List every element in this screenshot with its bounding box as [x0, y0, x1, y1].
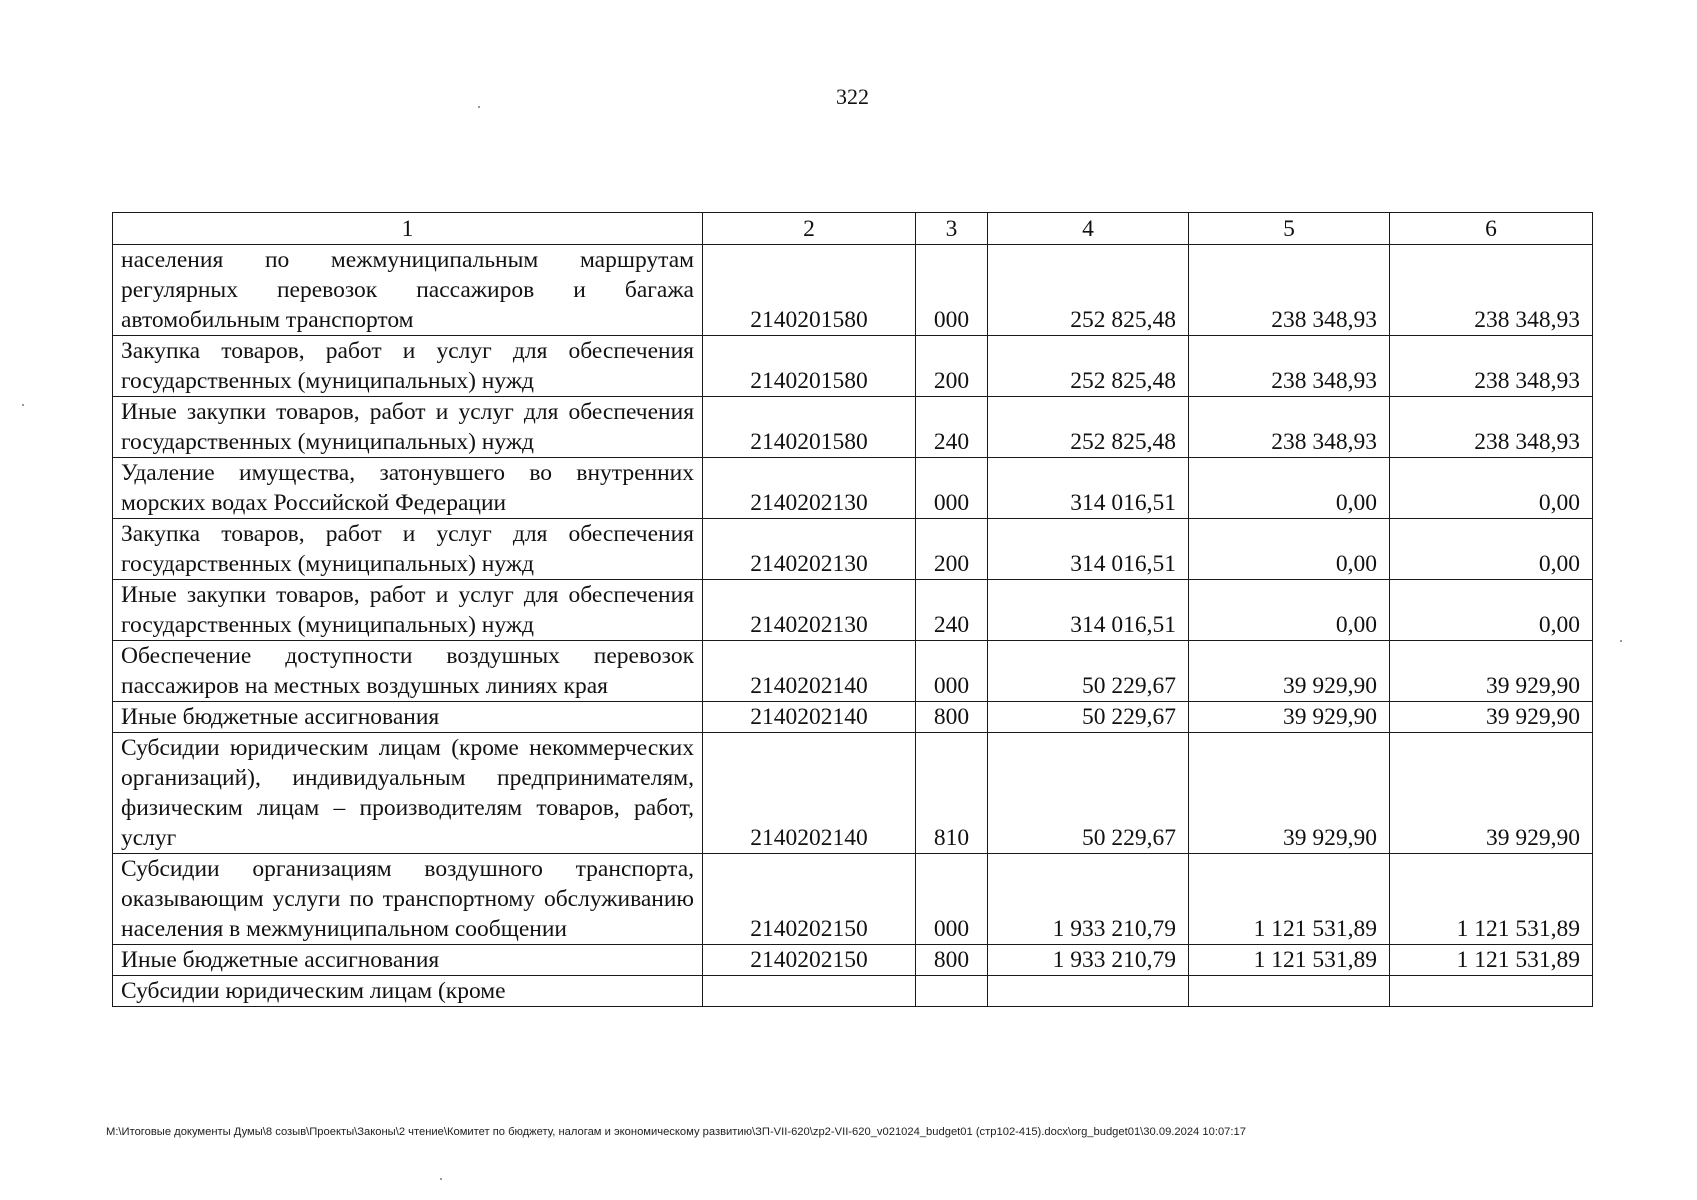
budget-table — [112, 212, 1593, 1007]
scan-speck — [22, 404, 24, 406]
row-expense-type: 000 — [916, 245, 988, 336]
row-amount-col4: 50 229,67 — [988, 702, 1189, 733]
row-target-code: 2140202140 — [703, 702, 916, 733]
row-amount-col4: 50 229,67 — [988, 733, 1189, 854]
row-amount-col4: 252 825,48 — [988, 336, 1189, 397]
row-expense-type: 200 — [916, 336, 988, 397]
row-target-code: 2140202130 — [703, 519, 916, 580]
row-target-code: 2140202140 — [703, 733, 916, 854]
header-cell: 4 — [988, 213, 1189, 245]
table-row — [113, 458, 1593, 519]
row-target-code: 2140202130 — [703, 458, 916, 519]
row-description: Субсидии юридическим лицам (кроме — [113, 976, 703, 1007]
table-row — [113, 976, 1593, 1007]
row-description: населения по межмуниципальным маршрутам регулярных перевозок пассажиров и багажа автомобильным транспортом — [113, 245, 703, 336]
row-description: Закупка товаров, работ и услуг для обеспечения государственных (муниципальных) нужд — [113, 519, 703, 580]
row-target-code — [703, 976, 916, 1007]
table-row — [113, 641, 1593, 702]
row-expense-type: 240 — [916, 397, 988, 458]
row-amount-col5: 1 121 531,89 — [1189, 854, 1390, 945]
row-amount-col5 — [1189, 976, 1390, 1007]
row-amount-col5: 0,00 — [1189, 580, 1390, 641]
row-amount-col5: 0,00 — [1189, 519, 1390, 580]
row-amount-col6: 238 348,93 — [1390, 397, 1593, 458]
scan-speck — [1620, 640, 1622, 642]
row-amount-col5: 39 929,90 — [1189, 641, 1390, 702]
row-expense-type: 800 — [916, 702, 988, 733]
row-target-code: 2140201580 — [703, 245, 916, 336]
table-row — [113, 336, 1593, 397]
row-expense-type: 240 — [916, 580, 988, 641]
row-amount-col6: 39 929,90 — [1390, 641, 1593, 702]
table-row — [113, 245, 1593, 336]
row-amount-col5: 238 348,93 — [1189, 397, 1390, 458]
row-amount-col4: 50 229,67 — [988, 641, 1189, 702]
row-amount-col4: 314 016,51 — [988, 458, 1189, 519]
row-amount-col4: 1 933 210,79 — [988, 854, 1189, 945]
table-row — [113, 580, 1593, 641]
header-cell: 3 — [916, 213, 988, 245]
row-target-code: 2140202150 — [703, 945, 916, 976]
row-description: Субсидии юридическим лицам (кроме некоммерческих организаций), индивидуальным предпринимателям, физическим лицам – производителям товаров, работ, услуг — [113, 733, 703, 854]
table-row — [113, 519, 1593, 580]
row-expense-type: 800 — [916, 945, 988, 976]
row-amount-col4 — [988, 976, 1189, 1007]
row-expense-type: 000 — [916, 458, 988, 519]
row-target-code: 2140202140 — [703, 641, 916, 702]
row-description: Закупка товаров, работ и услуг для обеспечения государственных (муниципальных) нужд — [113, 336, 703, 397]
table-row — [113, 733, 1593, 854]
row-description: Иные закупки товаров, работ и услуг для обеспечения государственных (муниципальных) нужд — [113, 580, 703, 641]
row-amount-col6: 238 348,93 — [1390, 336, 1593, 397]
row-expense-type: 000 — [916, 854, 988, 945]
table-row — [113, 702, 1593, 733]
row-expense-type: 000 — [916, 641, 988, 702]
document-file-path: M:\Итоговые документы Думы\8 созыв\Проекты\Законы\2 чтение\Комитет по бюджету, налогам и экономическому развитию\ЗП-VII-620\zp2-VII-620_v021024_budget01 (стр102-415).docx\org_budget01\30.09.2024 10:07:17 — [106, 1126, 1246, 1138]
row-amount-col6: 238 348,93 — [1390, 245, 1593, 336]
header-cell: 2 — [703, 213, 916, 245]
row-amount-col5: 39 929,90 — [1189, 733, 1390, 854]
row-amount-col4: 1 933 210,79 — [988, 945, 1189, 976]
table-header-row — [113, 213, 1593, 245]
row-description: Удаление имущества, затонувшего во внутренних морских водах Российской Федерации — [113, 458, 703, 519]
row-amount-col5: 39 929,90 — [1189, 702, 1390, 733]
row-expense-type — [916, 976, 988, 1007]
page-number: 322 — [836, 84, 869, 109]
row-amount-col4: 252 825,48 — [988, 397, 1189, 458]
row-description: Иные бюджетные ассигнования — [113, 702, 703, 733]
row-description: Иные закупки товаров, работ и услуг для обеспечения государственных (муниципальных) нужд — [113, 397, 703, 458]
row-description: Иные бюджетные ассигнования — [113, 945, 703, 976]
row-target-code: 2140202130 — [703, 580, 916, 641]
row-amount-col5: 1 121 531,89 — [1189, 945, 1390, 976]
header-cell: 1 — [113, 213, 703, 245]
row-amount-col6: 0,00 — [1390, 458, 1593, 519]
table-row — [113, 854, 1593, 945]
scan-speck — [478, 106, 480, 108]
row-amount-col4: 314 016,51 — [988, 580, 1189, 641]
row-amount-col5: 0,00 — [1189, 458, 1390, 519]
row-amount-col6 — [1390, 976, 1593, 1007]
row-description: Обеспечение доступности воздушных перевозок пассажиров на местных воздушных линиях края — [113, 641, 703, 702]
header-cell: 5 — [1189, 213, 1390, 245]
row-amount-col6: 1 121 531,89 — [1390, 945, 1593, 976]
budget-table-body — [113, 213, 1593, 1007]
row-amount-col5: 238 348,93 — [1189, 336, 1390, 397]
row-target-code: 2140201580 — [703, 397, 916, 458]
row-amount-col6: 39 929,90 — [1390, 733, 1593, 854]
row-amount-col4: 252 825,48 — [988, 245, 1189, 336]
row-amount-col5: 238 348,93 — [1189, 245, 1390, 336]
row-amount-col4: 314 016,51 — [988, 519, 1189, 580]
header-cell: 6 — [1390, 213, 1593, 245]
row-target-code: 2140201580 — [703, 336, 916, 397]
row-expense-type: 810 — [916, 733, 988, 854]
row-amount-col6: 0,00 — [1390, 519, 1593, 580]
row-expense-type: 200 — [916, 519, 988, 580]
row-description: Субсидии организациям воздушного транспорта, оказывающим услуги по транспортному обслуживанию населения в межмуниципальном сообщении — [113, 854, 703, 945]
row-amount-col6: 39 929,90 — [1390, 702, 1593, 733]
row-amount-col6: 0,00 — [1390, 580, 1593, 641]
row-target-code: 2140202150 — [703, 854, 916, 945]
table-row — [113, 945, 1593, 976]
scan-speck — [440, 1178, 442, 1180]
row-amount-col6: 1 121 531,89 — [1390, 854, 1593, 945]
table-row — [113, 397, 1593, 458]
